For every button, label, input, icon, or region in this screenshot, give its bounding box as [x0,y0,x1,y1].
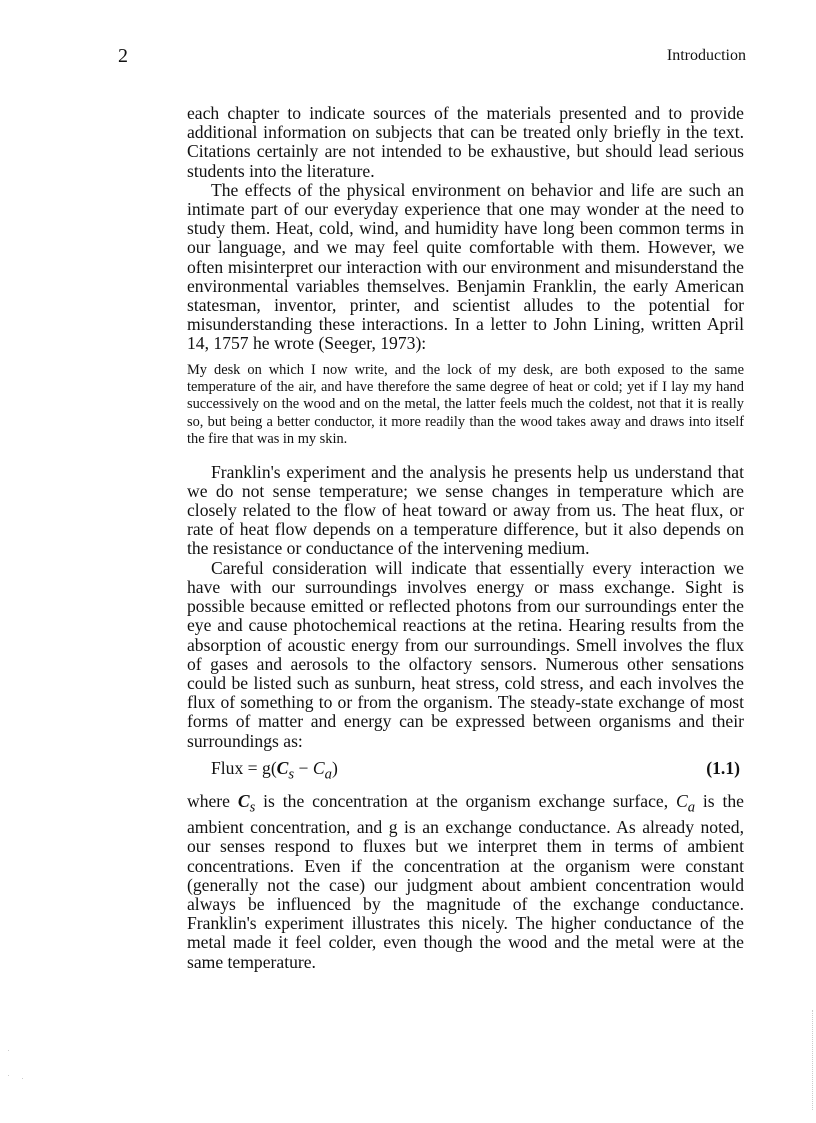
equation-ca-sub: a [324,766,332,783]
page-number: 2 [118,45,128,67]
body-text [187,104,744,972]
running-head: Introduction [666,47,746,64]
equation-equals: = [243,757,263,778]
scan-speck [8,1050,9,1051]
equation-lhs: Flux [211,757,244,778]
paragraph-continuation: each chapter to indicate sources of the materials presented and to provide additional information on subjects that can be treated only briefly in the text. Citations certainly are not intended to be exhaustive, but should lead serious students into the literature. [187,103,744,181]
final-text-1: where [187,791,238,812]
final-ca-symbol: C [675,791,688,812]
paragraph-franklin-intro: The effects of the physical environment on behavior and life are such an intimate part of our everyday experience that one may wonder at the need to study them. Heat, cold, wind, and humidity have long been common terms in our language, and we may feel quite comfortable with them. However, we often misinterpret our interaction with our environment and misunderstand the environmental variables themselves. Benjamin Franklin, the early American statesman, inventor, printer, and scientist alludes to the potential for misunderstanding these interactions. In a letter to John Lining, written April 14, 1757 he wrote (Seeger, 1973): [187,179,744,354]
equation-number: (1.1) [706,757,740,778]
final-cs-symbol: C [237,791,250,812]
scan-speck [22,1078,23,1079]
scan-speck [8,1075,9,1076]
equation-close: ) [331,757,338,778]
final-ca-sub: a [687,799,696,816]
equation-minus: − [294,757,313,778]
final-cs-sub: s [249,799,256,816]
equation-cs-symbol: C [276,757,289,778]
equation-body [211,759,338,785]
equation-1-1 [187,759,744,785]
equation-func: g( [262,757,277,778]
final-text-3: is the ambient concentration, and g is an exchange conductance. As already noted, our senses respond to fluxes but we interpret them in terms of ambient concentrations. Even if the concentration at the organism were constant (generally not the case) our judgment about ambient concentration would always be influenced by the magnitude of the exchange conductance. Franklin's experiment illustrates this nicely. The higher conductance of the metal made it feel colder, even though the wood and the metal were at the same temperature. [187,791,744,972]
paragraph-conclusion [187,792,744,971]
equation-cs-sub: s [288,766,295,783]
equation-ca-symbol: C [312,757,325,778]
franklin-quote: My desk on which I now write, and the lock of my desk, are both exposed to the same temperature of the air, and have therefore the same degree of heat or cold; yet if I lay my hand successively on the wood and on the metal, the latter feels much the coldest, not that it is really so, but being a better conductor, it more readily than the wood takes away and draws into itself the fire that was in my skin. [187,361,744,448]
paragraph-exchange: Careful consideration will indicate that essentially every interaction we have with our surroundings involves energy or mass exchange. Sight is possible because emitted or reflected photons from our surroundings enter the eye and cause photochemical reactions at the retina. Hearing results from the absorption of acoustic energy from our surroundings. Smell involves the flux of gases and aerosols to the olfactory sensors. Numerous other sensations could be listed such as sunburn, heat stress, cold stress, and each involves the flux of something to or from the organism. The steady-state exchange of most forms of matter and energy can be expressed between organisms and their surroundings as: [187,557,744,751]
final-text-2: is the concentration at the organism exchange surface, [255,791,676,812]
paragraph-heat-flux: Franklin's experiment and the analysis he presents help us understand that we do not sense temperature; we sense changes in temperature which are closely related to the flow of heat toward or away from us. The heat flux, or rate of heat flow depends on a temperature difference, but it also depends on the resistance or conductance of the intervening medium. [187,461,744,559]
scan-margin-mark [812,1010,814,1110]
